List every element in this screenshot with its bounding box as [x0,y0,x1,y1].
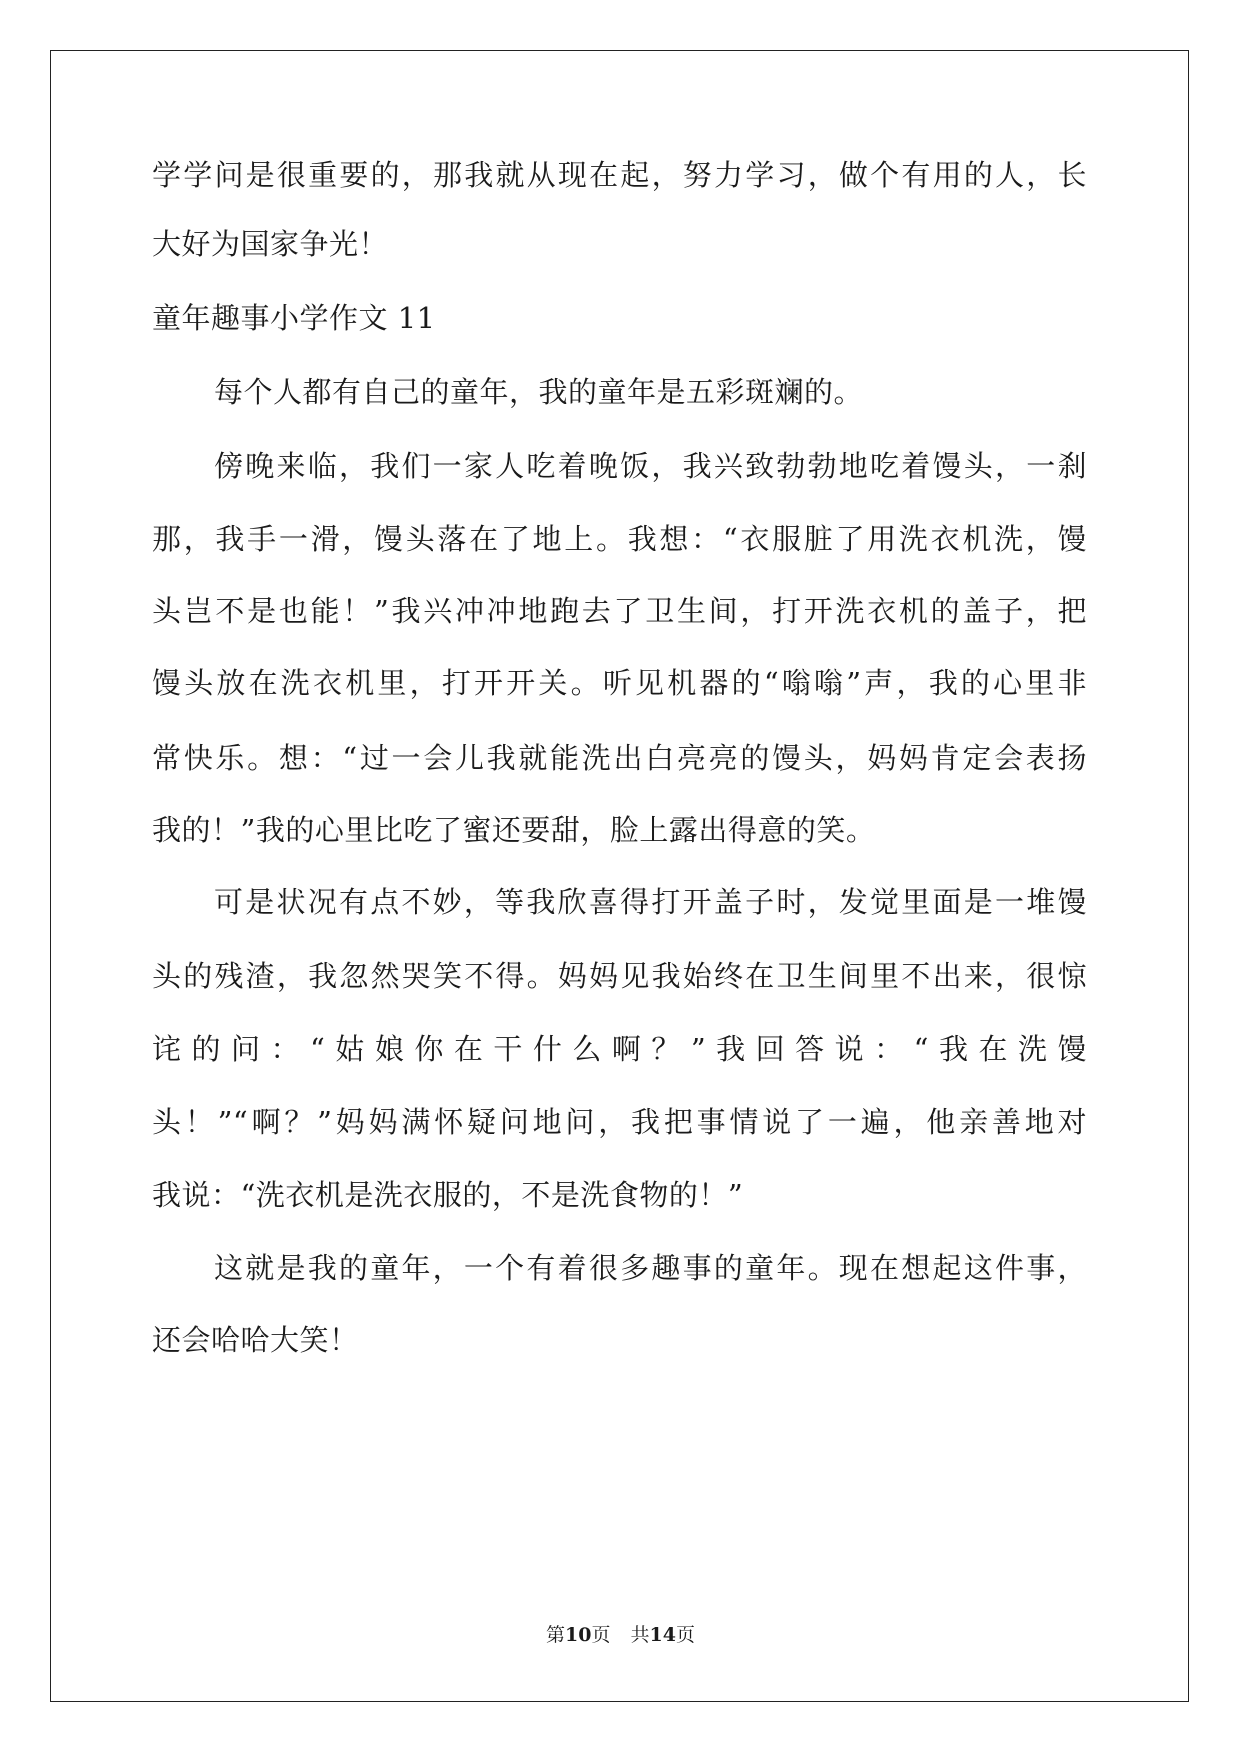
section-heading: 童年趣事小学作文 11 [152,301,436,335]
text-line: 馒头放在洗衣机里，打开开关。听见机器的“嗡嗡”声，我的心里非 [152,666,1087,700]
text-line: 头岂不是也能！”我兴冲冲地跑去了卫生间，打开洗衣机的盖子，把 [152,594,1087,628]
text-line: 每个人都有自己的童年，我的童年是五彩斑斓的。 [214,375,864,409]
text-line: 诧的问：“姑娘你在干什么啊？”我回答说：“我在洗馒 [152,1032,1087,1066]
text-line: 我的！”我的心里比吃了蜜还要甜，脸上露出得意的笑。 [152,813,876,847]
text-line: 大好为国家争光！ [152,227,389,261]
footer-prefix: 第 [546,1624,566,1646]
footer-total-suffix: 页 [675,1624,695,1646]
text-line: 学学问是很重要的，那我就从现在起，努力学习，做个有用的人，长 [152,158,1087,192]
text-line: 头！”“啊？”妈妈满怀疑问地问，我把事情说了一遍，他亲善地对 [152,1105,1087,1139]
text-line: 傍晚来临，我们一家人吃着晚饭，我兴致勃勃地吃着馒头，一刹 [214,449,1087,483]
footer-page-suffix: 页 [591,1624,611,1646]
text-line: 常快乐。想：“过一会儿我就能洗出白亮亮的馒头，妈妈肯定会表扬 [152,741,1087,775]
footer-total-prefix: 共 [630,1624,650,1646]
text-line: 可是状况有点不妙，等我欣喜得打开盖子时，发觉里面是一堆馒 [214,885,1087,919]
text-line: 还会哈哈大笑！ [152,1323,359,1357]
total-page-number: 14 [649,1624,676,1646]
text-line: 这就是我的童年，一个有着很多趣事的童年。现在想起这件事， [214,1251,1087,1285]
current-page-number: 10 [565,1624,592,1646]
page-footer [0,1622,1241,1648]
text-line: 那，我手一滑，馒头落在了地上。我想：“衣服脏了用洗衣机洗，馒 [152,522,1087,556]
text-line: 我说：“洗衣机是洗衣服的，不是洗食物的！” [152,1178,744,1212]
text-line: 头的残渣，我忽然哭笑不得。妈妈见我始终在卫生间里不出来，很惊 [152,959,1087,993]
